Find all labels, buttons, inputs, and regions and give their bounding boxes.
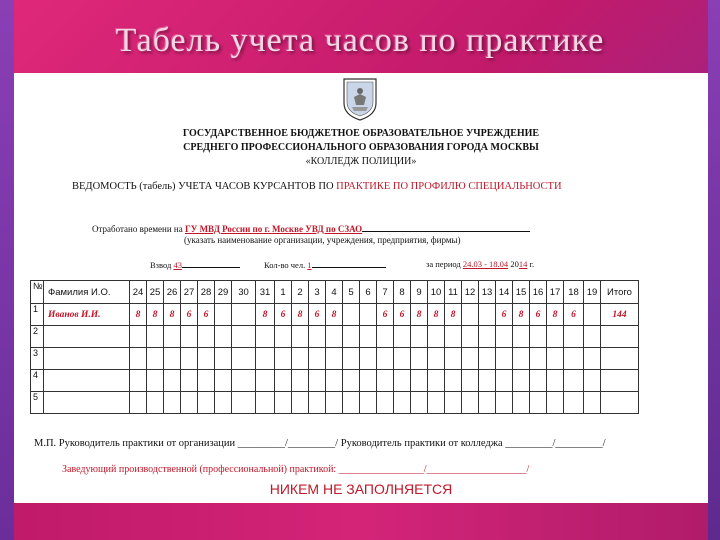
hours-cell: 6 (377, 304, 394, 326)
hours-cell (343, 370, 360, 392)
hours-cell (428, 392, 445, 414)
hours-cell: 8 (445, 304, 462, 326)
count-label: Кол-во чел. (264, 260, 308, 270)
hours-cell (232, 326, 256, 348)
hours-cell (147, 392, 164, 414)
student-name (44, 348, 130, 370)
no-header: № (31, 281, 44, 304)
hours-cell: 8 (326, 304, 343, 326)
hours-cell: 6 (564, 304, 584, 326)
hours-cell: 8 (513, 304, 530, 326)
period-label: за период (426, 259, 463, 269)
left-decor-band (0, 0, 14, 540)
hours-cell (411, 326, 428, 348)
hours-cell (479, 370, 496, 392)
table-row (31, 326, 639, 348)
total-cell (601, 392, 639, 414)
day-header: 27 (181, 281, 198, 304)
hours-cell: 6 (496, 304, 513, 326)
hours-cell (584, 348, 601, 370)
row-number: 2 (31, 326, 44, 348)
total-cell (601, 348, 639, 370)
hours-cell (564, 326, 584, 348)
day-header: 25 (147, 281, 164, 304)
hours-cell (232, 392, 256, 414)
hours-cell (309, 348, 326, 370)
hours-cell (130, 370, 147, 392)
day-header: 15 (513, 281, 530, 304)
hours-cell (462, 348, 479, 370)
hours-cell (343, 326, 360, 348)
total-header: Итого (601, 281, 639, 304)
hours-cell (479, 304, 496, 326)
hours-cell: 8 (428, 304, 445, 326)
hours-cell (584, 392, 601, 414)
count-field (264, 259, 386, 270)
day-header: 2 (292, 281, 309, 304)
count-underline (312, 259, 386, 268)
hours-cell (215, 348, 232, 370)
count-value: 1 (307, 260, 312, 270)
hours-cell (411, 392, 428, 414)
student-name (44, 392, 130, 414)
day-header: 24 (130, 281, 147, 304)
period-value: 24.03 - 18.04 (462, 259, 509, 269)
day-header: 10 (428, 281, 445, 304)
hours-cell (256, 348, 275, 370)
hours-cell (547, 392, 564, 414)
hours-cell (164, 348, 181, 370)
hours-cell: 6 (394, 304, 411, 326)
table-row (31, 304, 639, 326)
hours-cell: 6 (198, 304, 215, 326)
day-header: 30 (232, 281, 256, 304)
day-header: 12 (462, 281, 479, 304)
hours-cell: 6 (275, 304, 292, 326)
hours-cell (513, 392, 530, 414)
hours-cell (377, 392, 394, 414)
slide-title: Табель учета часов по практике (115, 22, 605, 59)
hours-cell (462, 326, 479, 348)
worked-label: Отработано времени на (92, 224, 185, 234)
hours-cell (530, 392, 547, 414)
platoon-field (150, 259, 240, 270)
hours-cell (584, 326, 601, 348)
org-line-2: СРЕДНЕГО ПРОФЕССИОНАЛЬНОГО ОБРАЗОВАНИЯ ГОРОДА МОСКВЫ (183, 142, 539, 153)
hours-cell (428, 326, 445, 348)
hours-cell (462, 392, 479, 414)
hours-cell (130, 348, 147, 370)
worked-at-line (92, 222, 530, 234)
hours-cell (445, 370, 462, 392)
hours-cell (445, 392, 462, 414)
year-suffix: г. (527, 259, 535, 269)
hours-cell (445, 348, 462, 370)
row-number: 4 (31, 370, 44, 392)
hours-cell (309, 326, 326, 348)
day-header: 19 (584, 281, 601, 304)
hours-cell (513, 326, 530, 348)
hours-cell (232, 348, 256, 370)
hours-cell: 8 (411, 304, 428, 326)
hours-cell (360, 326, 377, 348)
student-name (44, 326, 130, 348)
hours-cell (130, 326, 147, 348)
platoon-value: 43 (173, 260, 182, 270)
hours-cell (215, 392, 232, 414)
signature-line-1: М.П. Руководитель практики от организации _________/_________/ Руководитель практики от колледжа _________/_________/ (34, 438, 606, 449)
table-row (31, 348, 639, 370)
hours-cell: 6 (530, 304, 547, 326)
hours-cell (147, 370, 164, 392)
hours-cell (564, 348, 584, 370)
org-line-1: ГОСУДАРСТВЕННОЕ БЮДЖЕТНОЕ ОБРАЗОВАТЕЛЬНОЕ УЧРЕЖДЕНИЕ (182, 128, 540, 139)
hours-cell (428, 348, 445, 370)
hours-cell (326, 326, 343, 348)
year-prefix: 20 (508, 259, 519, 269)
hours-cell (232, 370, 256, 392)
day-header: 13 (479, 281, 496, 304)
row-number: 5 (31, 392, 44, 414)
table-header-row (31, 281, 639, 304)
row-number: 1 (31, 304, 44, 326)
hours-cell (164, 370, 181, 392)
student-name (44, 370, 130, 392)
not-filled-note: НИКЕМ НЕ ЗАПОЛНЯЕТСЯ (269, 481, 453, 497)
hours-cell (275, 326, 292, 348)
hours-cell (147, 326, 164, 348)
hours-cell (275, 392, 292, 414)
hours-cell (164, 326, 181, 348)
org-line-3: «КОЛЛЕДЖ ПОЛИЦИИ» (305, 156, 417, 167)
hours-cell (181, 326, 198, 348)
hours-cell (564, 392, 584, 414)
right-decor-band (708, 0, 720, 540)
day-header: 16 (530, 281, 547, 304)
hours-cell (343, 348, 360, 370)
day-header: 11 (445, 281, 462, 304)
day-header: 14 (496, 281, 513, 304)
total-cell (601, 326, 639, 348)
platoon-label: Взвод (150, 260, 174, 270)
day-header: 29 (215, 281, 232, 304)
hours-cell (496, 392, 513, 414)
platoon-underline (182, 259, 240, 268)
hours-cell (343, 304, 360, 326)
vedomost-prefix: ВЕДОМОСТЬ (табель) УЧЕТА ЧАСОВ КУРСАНТОВ ПО (72, 181, 337, 192)
hours-cell (181, 392, 198, 414)
hours-cell (394, 348, 411, 370)
hours-cell (181, 370, 198, 392)
hours-cell (394, 326, 411, 348)
vedomost-title (72, 181, 562, 192)
period-field (426, 259, 534, 269)
total-cell: 144 (601, 304, 639, 326)
hours-cell (232, 304, 256, 326)
hours-cell (530, 370, 547, 392)
hours-cell (496, 326, 513, 348)
hours-cell (394, 392, 411, 414)
hours-cell: 6 (309, 304, 326, 326)
hours-cell (326, 370, 343, 392)
signature-line-2: Заведующий производственной (профессиональной) практикой: _________________/____________________/ (62, 464, 530, 475)
hours-cell (530, 326, 547, 348)
hours-cell (513, 348, 530, 370)
day-header: 6 (360, 281, 377, 304)
moscow-coat-of-arms-icon (342, 77, 378, 121)
table-row (31, 370, 639, 392)
hours-cell (198, 348, 215, 370)
worked-underline (362, 222, 530, 232)
hours-cell: 8 (256, 304, 275, 326)
day-header: 17 (547, 281, 564, 304)
hours-cell (496, 348, 513, 370)
hours-cell (547, 348, 564, 370)
hours-cell: 8 (164, 304, 181, 326)
hours-cell (496, 370, 513, 392)
hours-cell (462, 370, 479, 392)
worked-organization: ГУ МВД России по г. Москве УВД по СЗАО (184, 224, 363, 234)
hours-cell (394, 370, 411, 392)
hours-cell (130, 392, 147, 414)
hours-cell (215, 304, 232, 326)
hours-cell (256, 370, 275, 392)
student-name: Иванов И.И. (44, 304, 130, 326)
hours-cell (275, 348, 292, 370)
name-header: Фамилия И.О. (44, 281, 130, 304)
hours-cell: 8 (147, 304, 164, 326)
hours-cell (326, 348, 343, 370)
row-number: 3 (31, 348, 44, 370)
hours-cell (343, 392, 360, 414)
document-sheet (14, 73, 708, 503)
day-header: 18 (564, 281, 584, 304)
hours-cell (428, 370, 445, 392)
hours-cell (309, 392, 326, 414)
hours-cell (547, 370, 564, 392)
hours-cell (256, 392, 275, 414)
hours-cell (215, 326, 232, 348)
hours-cell (462, 304, 479, 326)
hours-cell (513, 370, 530, 392)
timesheet-table (30, 280, 639, 414)
hours-cell (164, 392, 181, 414)
hours-cell (411, 348, 428, 370)
hours-cell: 8 (130, 304, 147, 326)
hours-cell (360, 304, 377, 326)
day-header: 9 (411, 281, 428, 304)
hours-cell (479, 392, 496, 414)
hours-cell (147, 348, 164, 370)
hours-cell (256, 326, 275, 348)
worked-hint: (указать наименование организации, учреждения, предприятия, фирмы) (184, 235, 461, 245)
table-row (31, 392, 639, 414)
hours-cell (547, 326, 564, 348)
hours-cell (584, 304, 601, 326)
day-header: 8 (394, 281, 411, 304)
hours-cell (215, 370, 232, 392)
hours-cell (377, 326, 394, 348)
hours-cell (377, 348, 394, 370)
day-header: 4 (326, 281, 343, 304)
hours-cell (292, 326, 309, 348)
hours-cell (198, 326, 215, 348)
hours-cell (411, 370, 428, 392)
hours-cell: 8 (547, 304, 564, 326)
hours-cell (292, 392, 309, 414)
hours-cell (198, 370, 215, 392)
vedomost-practice-type: ПРАКТИКЕ ПО ПРОФИЛЮ СПЕЦИАЛЬНОСТИ (336, 181, 562, 192)
hours-cell (198, 392, 215, 414)
hours-cell (360, 348, 377, 370)
hours-cell (326, 392, 343, 414)
total-cell (601, 370, 639, 392)
hours-cell (445, 326, 462, 348)
year-value: 14 (518, 259, 528, 269)
day-header: 26 (164, 281, 181, 304)
hours-cell (360, 370, 377, 392)
hours-cell (360, 392, 377, 414)
day-header: 3 (309, 281, 326, 304)
day-header: 28 (198, 281, 215, 304)
hours-cell: 8 (292, 304, 309, 326)
hours-cell (275, 370, 292, 392)
hours-cell (309, 370, 326, 392)
hours-cell (292, 370, 309, 392)
bottom-decor-bar (14, 503, 708, 540)
day-header: 5 (343, 281, 360, 304)
hours-cell (479, 348, 496, 370)
hours-cell (292, 348, 309, 370)
table-body (31, 304, 639, 414)
hours-cell (377, 370, 394, 392)
hours-cell (181, 348, 198, 370)
day-header: 1 (275, 281, 292, 304)
day-header: 31 (256, 281, 275, 304)
organization-header (14, 127, 708, 169)
hours-cell (530, 348, 547, 370)
hours-cell (584, 370, 601, 392)
hours-cell (479, 326, 496, 348)
hours-cell (564, 370, 584, 392)
day-header: 7 (377, 281, 394, 304)
hours-cell: 6 (181, 304, 198, 326)
